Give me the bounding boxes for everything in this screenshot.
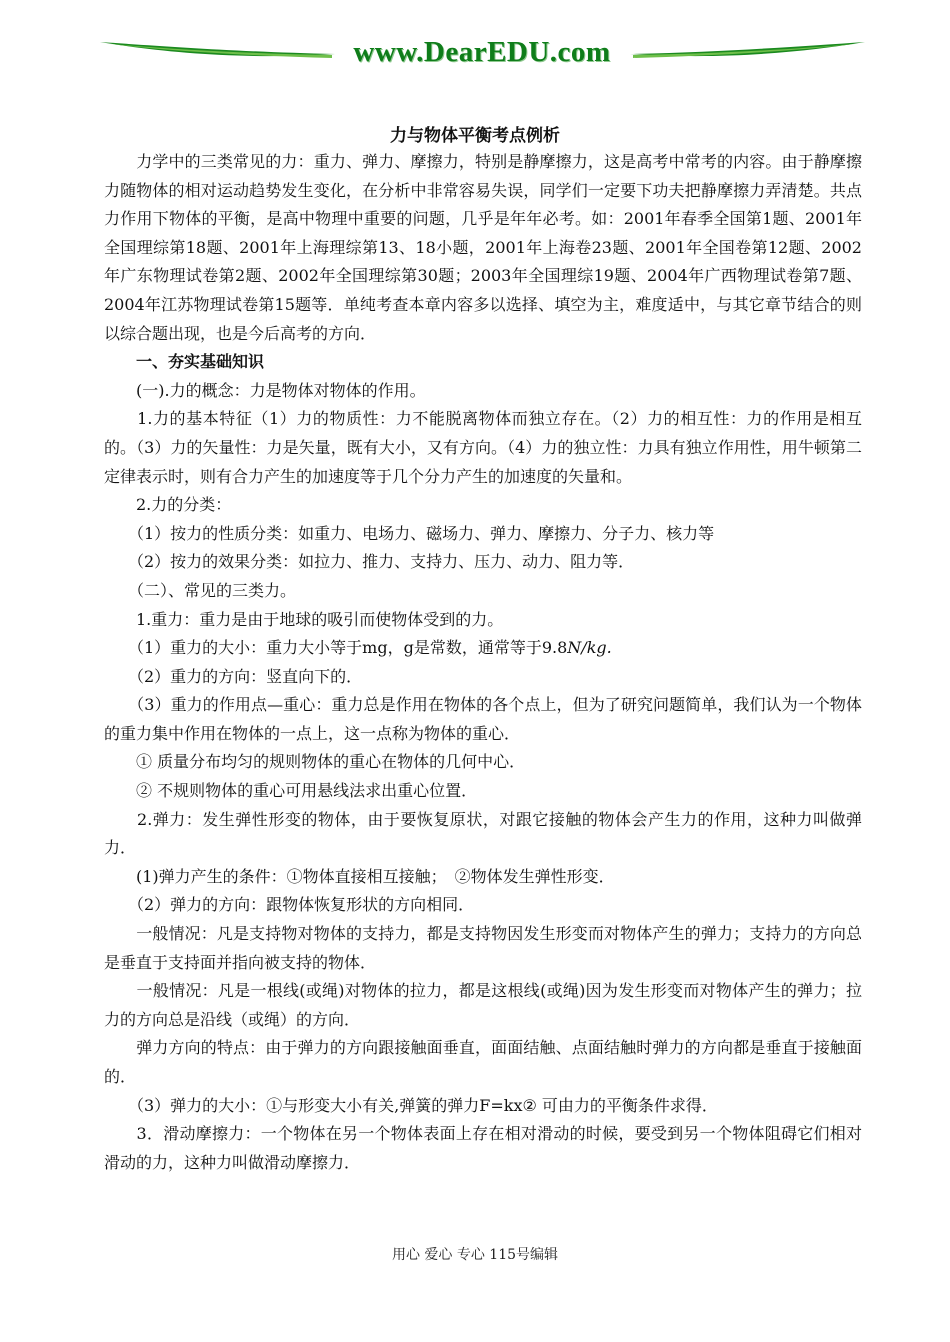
paragraph: （2）弹力的方向：跟物体恢复形状的方向相同． <box>104 895 475 915</box>
paragraph: 2.弹力：发生弹性形变的物体，由于要恢复原状，对跟它接触的物体会产生力的作用，这种力叫做弹力． <box>104 809 862 858</box>
gravity-magnitude-text: （1）重力的大小：重力大小等于mg，g是常数，通常等于9.8 <box>104 638 568 658</box>
page-footer: 用心 爱心 专心 115号编辑 <box>391 1247 559 1263</box>
paragraph: ② 不规则物体的重心可用悬线法求出重心位置． <box>104 781 478 801</box>
paragraph: （2）按力的效果分类：如拉力、推力、支持力、压力、动力、阻力等． <box>104 552 635 572</box>
paragraph: ① 质量分布均匀的规则物体的重心在物体的几何中心． <box>104 752 526 772</box>
paragraph: 2.力的分类： <box>104 495 232 515</box>
site-logo-text: www.DearEDU.com <box>353 36 611 68</box>
gravity-unit: N/kg. <box>567 638 612 658</box>
paragraph: 1.力的基本特征（1）力的物质性：力不能脱离物体而独立存在。（2）力的相互性：力的作用是相互的。（3）力的矢量性：力是矢量，既有大小，又有方向。（4）力的独立性：力具有独立作用性，用牛顿第二定律表示时，则有合力产生的加速度等于几个分力产生的加速度的矢量和。 <box>104 409 862 486</box>
paragraph: （3）重力的作用点—重心：重力总是作用在物体的各个点上，但为了研究问题简单，我们认为一个物体的重力集中作用在物体的一点上，这一点称为物体的重心． <box>104 695 862 743</box>
paragraph: （2）重力的方向：竖直向下的． <box>104 666 363 686</box>
paragraph: 3．滑动摩擦力：一个物体在另一个物体表面上存在相对滑动的时候，要受到另一个物体阻碍它们相对滑动的力，这种力叫做滑动摩擦力． <box>104 1124 862 1172</box>
document-title: 力与物体平衡考点例析 <box>390 126 560 146</box>
paragraph: 弹力方向的特点：由于弹力的方向跟接触面垂直，面面结触、点面结触时弹力的方向都是垂直于接触面的． <box>104 1038 862 1086</box>
paragraph: （二）、常见的三类力。 <box>104 580 297 600</box>
section-heading: 一、夯实基础知识 <box>104 352 265 372</box>
paragraph: （1）按力的性质分类：如重力、电场力、磁场力、弹力、摩擦力、分子力、核力等 <box>104 523 715 543</box>
paragraph: (1)弹力产生的条件：①物体直接相互接触； ②物体发生弹性形变． <box>104 866 615 886</box>
document-body <box>104 148 862 1177</box>
paragraph: 一般情况：凡是一根线(或绳)对物体的拉力，都是这根线(或绳)因为发生形变而对物体产生的弹力；拉力的方向总是沿线（或绳）的方向． <box>104 981 862 1029</box>
gravity-magnitude-paragraph <box>104 634 862 663</box>
intro-paragraph: 力学中的三类常见的力：重力、弹力、摩擦力，特别是静摩擦力，这是高考中常考的内容。由于静摩擦力随物体的相对运动趋势发生变化，在分析中非常容易失误，同学们一定要下功夫把静摩擦力弄清楚。共点力作用下物体的平衡，是高中物理中重要的问题，几乎是年年必考。如：2001年春季全国第1题、2001年全国理综第18题、2001年上海理综第13、18小题，2001年上海卷23题、2001年全国卷第12题、2002年广东物理试卷第2题、2002年全国理综第30题；2003年全国理综19题、2004年广西物理试卷第7题、2004年江苏物理试卷第15题等．单纯考查本章内容多以选择、填空为主，难度适中，与其它章节结合的则以综合题出现，也是今后高考的方向． <box>104 152 862 343</box>
paragraph: （3）弹力的大小：①与形变大小有关,弹簧的弹力F=kx② 可由力的平衡条件求得． <box>104 1095 718 1115</box>
paragraph: (一).力的概念：力是物体对物体的作用。 <box>104 380 426 400</box>
paragraph: 一般情况：凡是支持物对物体的支持力，都是支持物因发生形变而对物体产生的弹力；支持力的方向总是垂直于支持面并指向被支持的物体． <box>104 924 862 972</box>
page-header <box>100 34 865 74</box>
paragraph: 1.重力：重力是由于地球的吸引而使物体受到的力。 <box>104 609 504 629</box>
